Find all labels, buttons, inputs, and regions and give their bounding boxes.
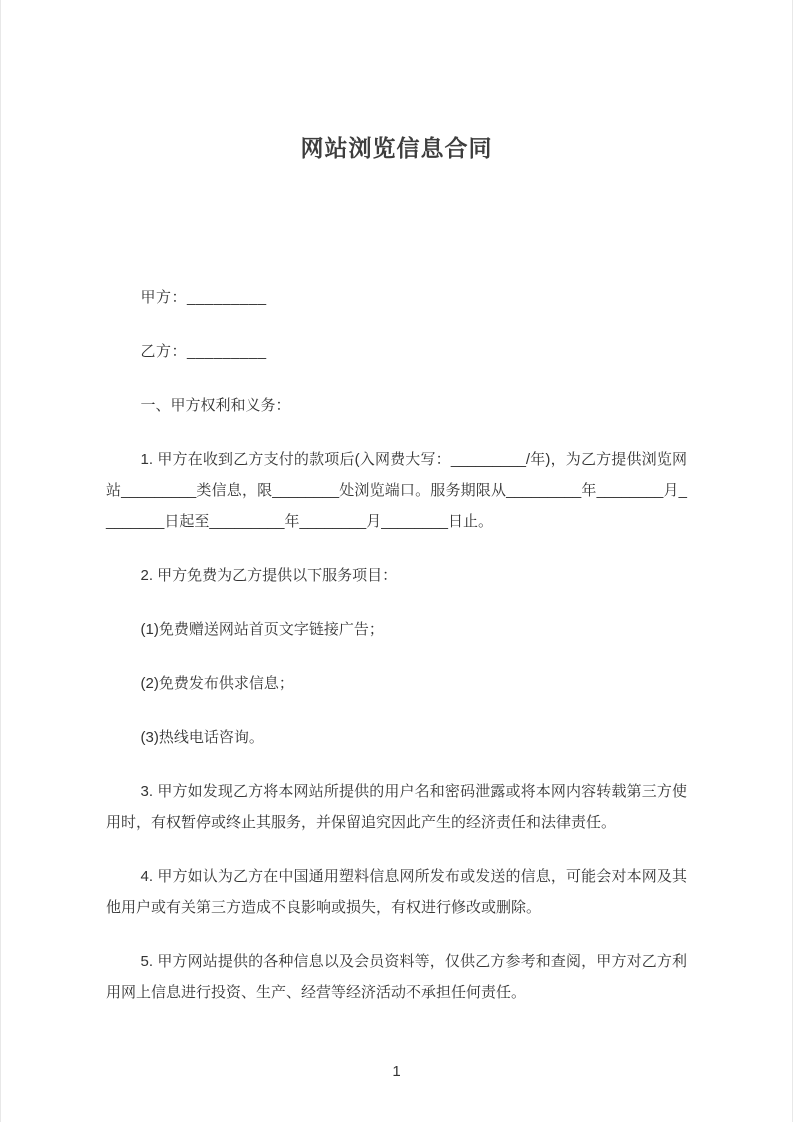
clause-2-item-1: (1)免费赠送网站首页文字链接广告； <box>140 621 384 638</box>
clause-5: 5. 甲方网站提供的各种信息以及会员资料等，仅供乙方参考和查阅，甲方对乙方利用网上信息进行投资、生产、经营等经济活动不承担任何责任。 <box>106 953 687 1001</box>
clause-2-item-2: (2)免费发布供求信息； <box>140 675 294 692</box>
party-a-field: 甲方：_________ <box>140 289 267 306</box>
clause-4: 4. 甲方如认为乙方在中国通用塑料信息网所发布或发送的信息，可能会对本网及其他用户或有关第三方造成不良影响或损失，有权进行修改或删除。 <box>106 868 687 916</box>
page-number: 1 <box>392 1063 401 1080</box>
clause-2: 2. 甲方免费为乙方提供以下服务项目： <box>140 567 398 584</box>
clause-3: 3. 甲方如发现乙方将本网站所提供的用户名和密码泄露或将本网内容转载第三方使用时，有权暂停或终止其服务，并保留追究因此产生的经济责任和法律责任。 <box>106 783 687 831</box>
clause-1: 1. 甲方在收到乙方支付的款项后(入网费大写：_________/年)，为乙方提供浏览网站_________类信息，限________处浏览端口。服务期限从_________年________月________日起至_________年________月________日止。 <box>106 451 687 530</box>
section-1-heading: 一、甲方权利和义务： <box>140 397 291 414</box>
party-b-field: 乙方：_________ <box>140 343 267 360</box>
document-title: 网站浏览信息合同 <box>300 135 493 161</box>
clause-2-item-3: (3)热线电话咨询。 <box>140 729 264 746</box>
